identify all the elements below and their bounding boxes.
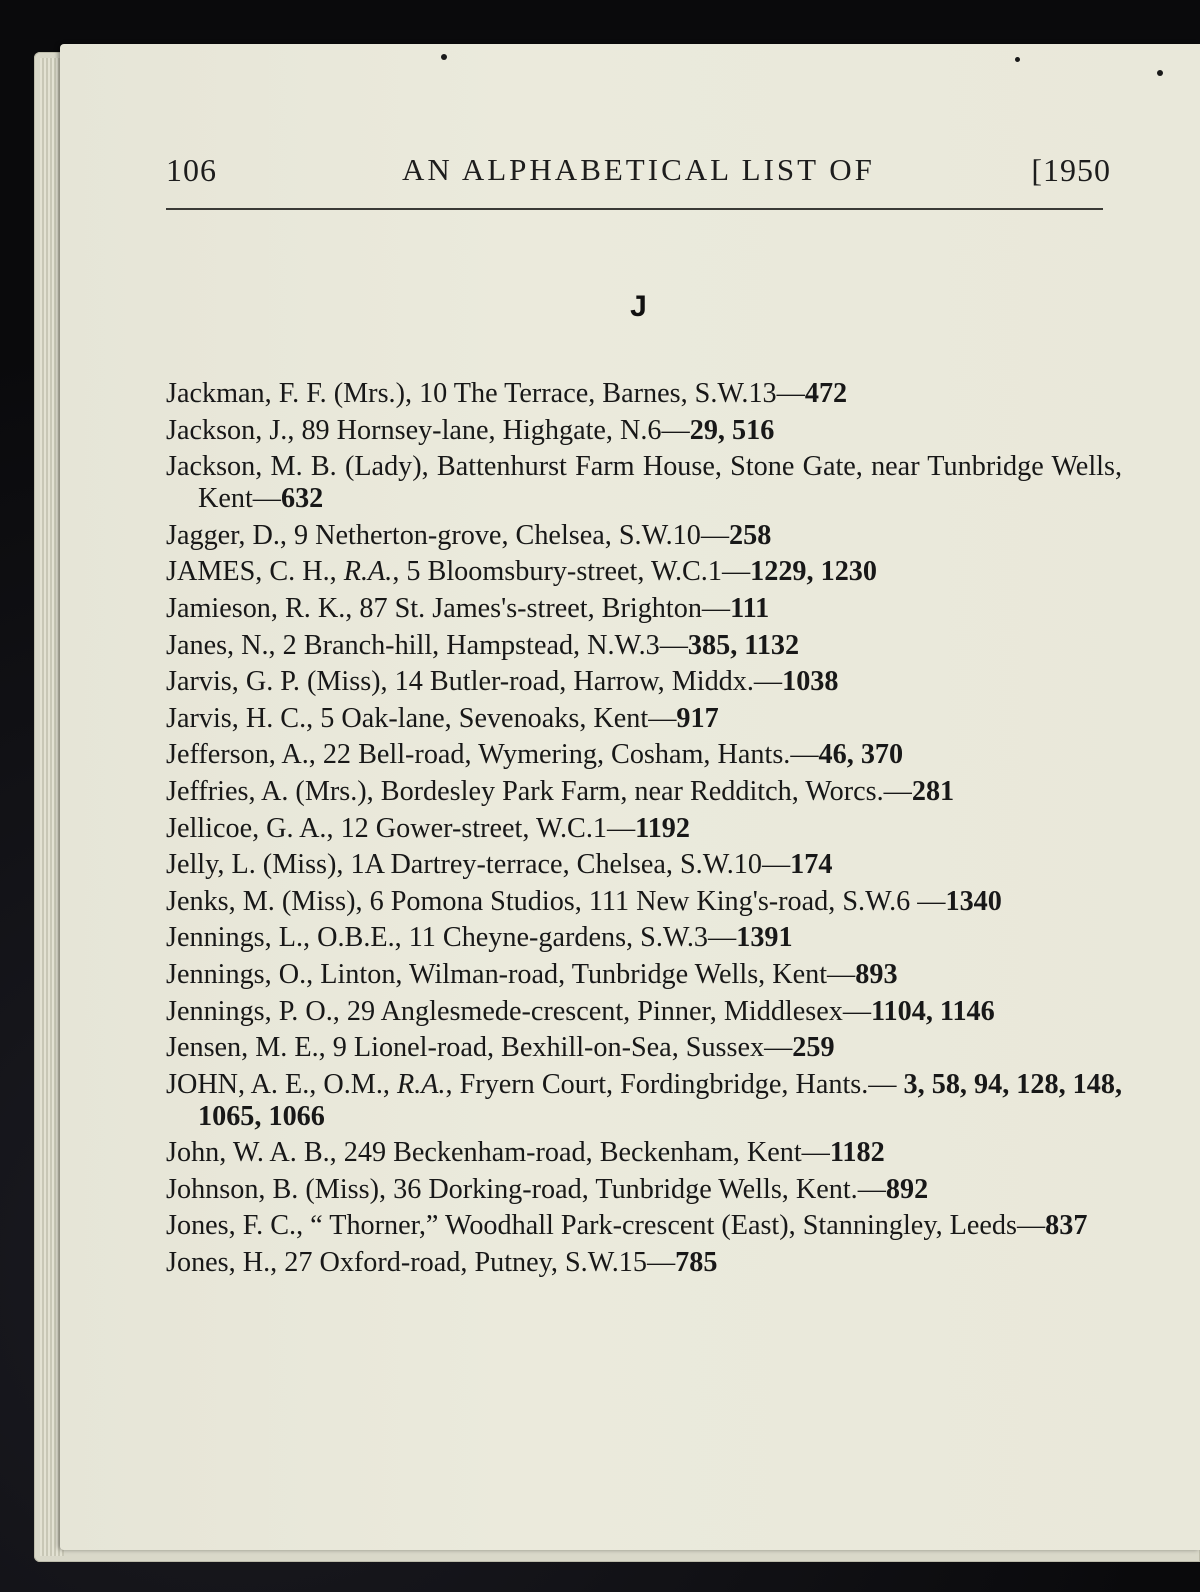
list-item: John, W. A. B., 249 Beckenham-road, Beckenham, Kent—1182 <box>166 1137 885 1169</box>
list-item: Jackson, M. B. (Lady), Battenhurst Farm House, Stone Gate, near Tunbridge Wells, Kent—632 <box>166 451 1122 515</box>
list-item: Janes, N., 2 Branch-hill, Hampstead, N.W.3—385, 1132 <box>166 629 800 661</box>
list-item: Jefferson, A., 22 Bell-road, Wymering, Cosham, Hants.—46, 370 <box>166 739 904 771</box>
page-header <box>166 152 1111 196</box>
list-item: Jennings, L., O.B.E., 11 Cheyne-gardens, S.W.3—1391 <box>166 922 793 954</box>
list-item: Jennings, P. O., 29 Anglesmede-crescent, Pinner, Middlesex—1104, 1146 <box>166 995 995 1027</box>
list-item: Jones, F. C., “ Thorner,” Woodhall Park-crescent (East), Stanningley, Leeds—837 <box>166 1210 1088 1242</box>
list-item: Jamieson, R. K., 87 St. James's-street, Brighton—111 <box>166 592 770 624</box>
list-item: Jelly, L. (Miss), 1A Dartrey-terrace, Chelsea, S.W.10—174 <box>166 849 833 881</box>
list-item: Jensen, M. E., 9 Lionel-road, Bexhill-on-Sea, Sussex—259 <box>166 1032 835 1064</box>
list-item: Jackson, J., 89 Hornsey-lane, Highgate, N.6—29, 516 <box>166 414 775 446</box>
list-item: Jackman, F. F. (Mrs.), 10 The Terrace, Barnes, S.W.13—472 <box>166 378 848 409</box>
list-item: Jones, H., 27 Oxford-road, Putney, S.W.15—785 <box>166 1247 718 1279</box>
header-year: [1950 <box>1031 152 1111 188</box>
list-item: Jeffries, A. (Mrs.), Bordesley Park Farm, near Redditch, Worcs.—281 <box>166 775 955 807</box>
list-item: Jennings, O., Linton, Wilman-road, Tunbridge Wells, Kent—893 <box>166 958 898 990</box>
section-letter: J <box>630 290 647 323</box>
dust-speck <box>1015 57 1020 62</box>
list-item: JOHN, A. E., O.M., R.A., Fryern Court, Fordingbridge, Hants.— 3, 58, 94, 128, 148, 1065, 1066 <box>166 1068 1122 1132</box>
list-item: Jarvis, G. P. (Miss), 14 Butler-road, Harrow, Middx.—1038 <box>166 666 839 698</box>
list-item: Jarvis, H. C., 5 Oak-lane, Sevenoaks, Kent—917 <box>166 702 719 734</box>
list-item: Jagger, D., 9 Netherton-grove, Chelsea, S.W.10—258 <box>166 519 772 551</box>
header-rule <box>166 208 1103 210</box>
list-item: JAMES, C. H., R.A., 5 Bloomsbury-street, W.C.1—1229, 1230 <box>166 556 877 588</box>
running-title: AN ALPHABETICAL LIST OF <box>402 152 875 187</box>
list-item: Jenks, M. (Miss), 6 Pomona Studios, 111 New King's-road, S.W.6 —1340 <box>166 885 1002 917</box>
dust-speck <box>441 54 447 60</box>
dust-speck <box>1157 70 1163 76</box>
list-item: Jellicoe, G. A., 12 Gower-street, W.C.1—1192 <box>166 812 690 844</box>
entry-list <box>166 378 1122 1284</box>
page-number: 106 <box>166 152 217 188</box>
list-item: Johnson, B. (Miss), 36 Dorking-road, Tunbridge Wells, Kent.—892 <box>166 1173 929 1205</box>
